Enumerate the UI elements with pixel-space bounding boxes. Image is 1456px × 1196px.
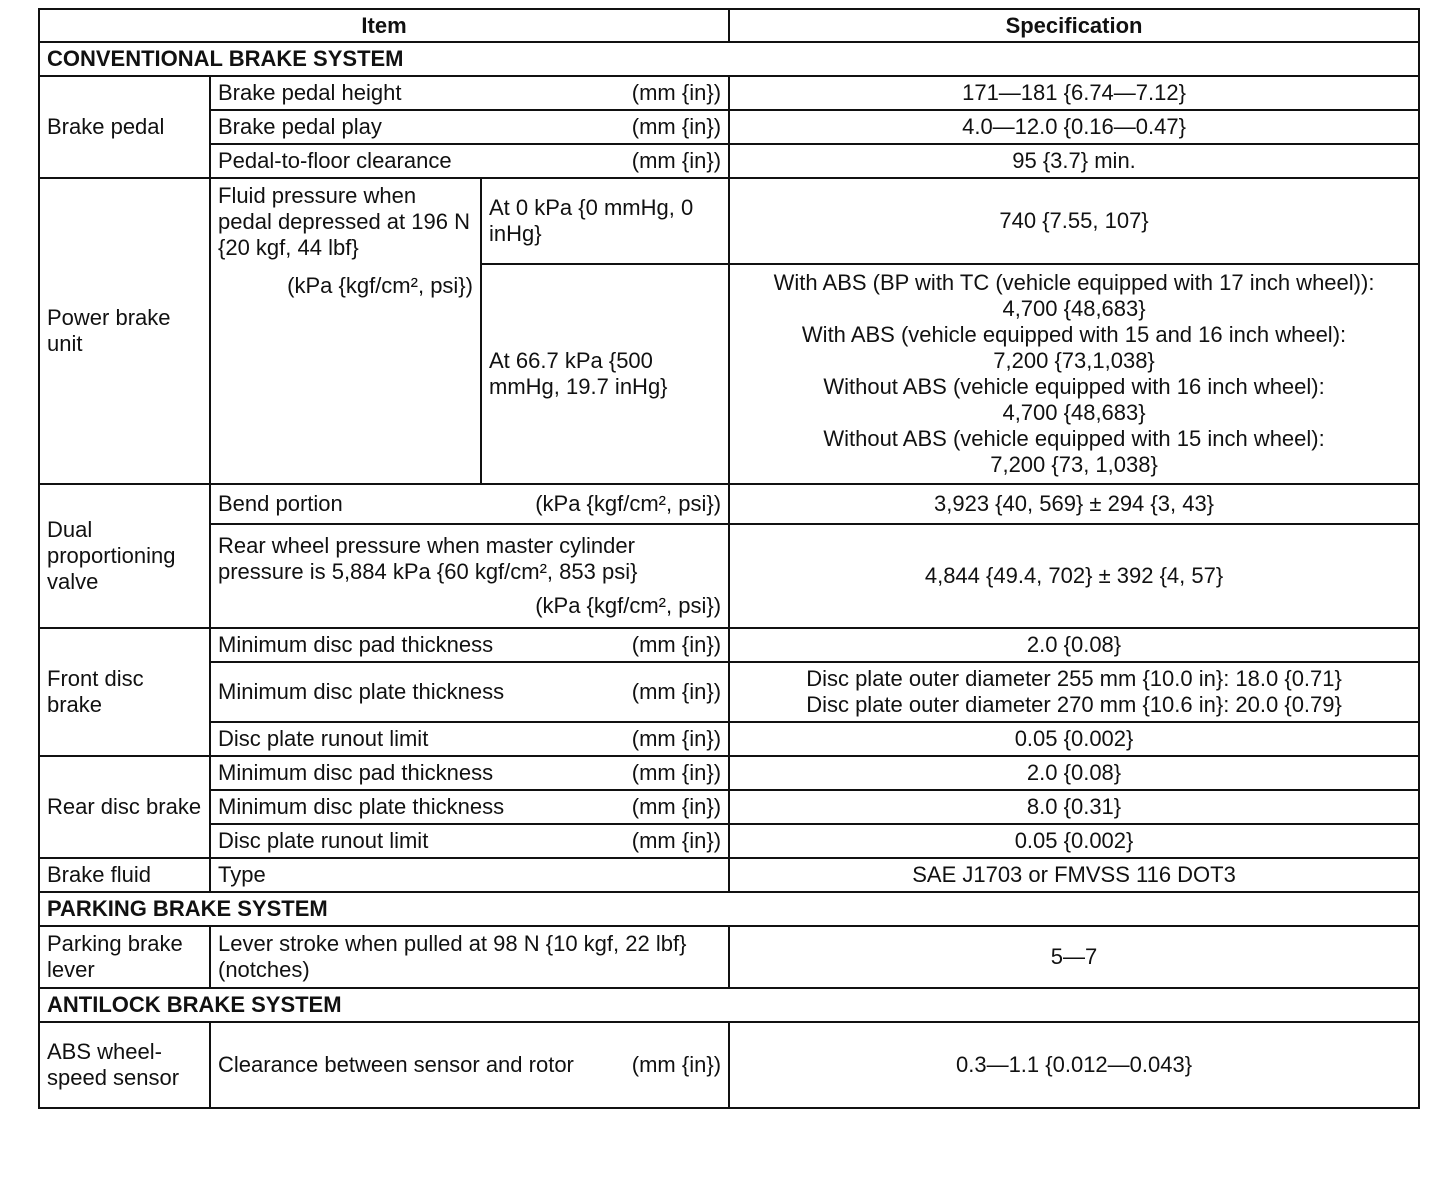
item-cell [210, 144, 729, 178]
item-label: Disc plate runout limit [218, 828, 429, 853]
item-label: Minimum disc plate thickness [218, 794, 505, 819]
spec-value: 0.05 {0.002} [729, 722, 1419, 756]
header-specification: Specification [729, 9, 1419, 42]
unit-label: (mm {in}) [631, 679, 722, 704]
table-row [39, 144, 1419, 178]
item-cell [210, 178, 481, 484]
spec-line: 4,700 {48,683} [1002, 400, 1146, 425]
group-label-brake-fluid: Brake fluid [39, 858, 210, 892]
table-row [39, 824, 1419, 858]
group-label-parking-lever: Parking brake lever [39, 926, 210, 988]
spec-value: 5—7 [729, 926, 1419, 988]
group-label-front-disc: Front disc brake [39, 628, 210, 756]
table-row [39, 790, 1419, 824]
unit-label: (kPa {kgf/cm², psi}) [535, 491, 722, 516]
spec-value: 2.0 {0.08} [729, 628, 1419, 662]
item-cell [210, 628, 729, 662]
item-label: Disc plate runout limit [218, 726, 429, 751]
section-row [39, 42, 1419, 76]
spec-value: 740 {7.55, 107} [729, 178, 1419, 264]
spec-value-multi [729, 662, 1419, 722]
table-row [39, 110, 1419, 144]
table-row [39, 662, 1419, 722]
table-row [39, 178, 1419, 264]
table-row [39, 722, 1419, 756]
item-label: Minimum disc pad thickness [218, 632, 494, 657]
condition-cell: At 0 kPa {0 mmHg, 0 inHg} [481, 178, 729, 264]
table-row [39, 628, 1419, 662]
table-row [39, 926, 1419, 988]
item-cell [210, 110, 729, 144]
table-header-row [39, 9, 1419, 42]
unit-label: (mm {in}) [631, 760, 722, 785]
group-label-dual-valve: Dual proportioning valve [39, 484, 210, 628]
section-row [39, 988, 1419, 1022]
brake-specification-table [38, 8, 1420, 1109]
item-cell [210, 1022, 729, 1108]
header-item: Item [39, 9, 729, 42]
spec-line: 4,700 {48,683} [1002, 296, 1146, 321]
item-label: Brake pedal height [218, 80, 402, 105]
spec-line: With ABS (BP with TC (vehicle equipped with 17 inch wheel)): [773, 270, 1375, 295]
spec-line: With ABS (vehicle equipped with 15 and 16 inch wheel): [801, 322, 1347, 347]
group-label-brake-pedal: Brake pedal [39, 76, 210, 178]
spec-line: Disc plate outer diameter 270 mm {10.6 in}: 20.0 {0.79} [806, 692, 1342, 717]
item-cell [210, 790, 729, 824]
item-label: Rear wheel pressure when master cylinder pressure is 5,884 kPa {60 kgf/cm², 853 psi} [218, 533, 638, 584]
unit-label: (mm {in}) [631, 794, 722, 819]
section-parking-brake: PARKING BRAKE SYSTEM [39, 892, 1419, 926]
unit-label: (mm {in}) [631, 80, 722, 105]
group-label-rear-disc: Rear disc brake [39, 756, 210, 858]
item-cell [210, 662, 729, 722]
spec-value: 4.0—12.0 {0.16—0.47} [729, 110, 1419, 144]
spec-line: 7,200 {73, 1,038} [990, 452, 1158, 477]
unit-label: (mm {in}) [631, 1052, 722, 1077]
spec-value: 171—181 {6.74—7.12} [729, 76, 1419, 110]
spec-value: 95 {3.7} min. [729, 144, 1419, 178]
item-cell [210, 524, 729, 628]
group-label-power-brake: Power brake unit [39, 178, 210, 484]
item-label: Lever stroke when pulled at 98 N {10 kgf, 22 lbf} (notches) [210, 926, 729, 988]
section-antilock-brake: ANTILOCK BRAKE SYSTEM [39, 988, 1419, 1022]
item-cell [210, 756, 729, 790]
item-cell [210, 824, 729, 858]
item-cell [210, 722, 729, 756]
unit-label: (mm {in}) [631, 726, 722, 751]
spec-value: 0.3—1.1 {0.012—0.043} [729, 1022, 1419, 1108]
spec-value: 4,844 {49.4, 702} ± 392 {4, 57} [729, 524, 1419, 628]
spec-value: 8.0 {0.31} [729, 790, 1419, 824]
table-row [39, 1022, 1419, 1108]
unit-label: (mm {in}) [631, 828, 722, 853]
item-label: Minimum disc plate thickness [218, 679, 505, 704]
item-cell [210, 484, 729, 524]
table-row [39, 756, 1419, 790]
spec-line: 7,200 {73,1,038} [993, 348, 1155, 373]
section-row [39, 892, 1419, 926]
item-label: Brake pedal play [218, 114, 382, 139]
table-row [39, 76, 1419, 110]
spec-value: 3,923 {40, 569} ± 294 {3, 43} [729, 484, 1419, 524]
item-label: Type [210, 858, 729, 892]
condition-cell: At 66.7 kPa {500 mmHg, 19.7 inHg} [481, 264, 729, 484]
spec-line: Without ABS (vehicle equipped with 16 inch wheel): [823, 374, 1325, 399]
unit-label: (kPa {kgf/cm², psi}) [287, 273, 473, 298]
spec-line: Disc plate outer diameter 255 mm {10.0 in}: 18.0 {0.71} [806, 666, 1342, 691]
item-cell [210, 76, 729, 110]
unit-label: (kPa {kgf/cm², psi}) [535, 593, 722, 618]
table-row [39, 858, 1419, 892]
spec-value: 0.05 {0.002} [729, 824, 1419, 858]
group-label-abs-sensor: ABS wheel-speed sensor [39, 1022, 210, 1108]
spec-value: SAE J1703 or FMVSS 116 DOT3 [729, 858, 1419, 892]
table-row [39, 524, 1419, 628]
spec-line: Without ABS (vehicle equipped with 15 inch wheel): [823, 426, 1325, 451]
item-label: Bend portion [218, 491, 343, 516]
item-label: Fluid pressure when pedal depressed at 196 N {20 kgf, 44 lbf} [218, 183, 470, 260]
item-label: Pedal-to-floor clearance [218, 148, 452, 173]
unit-label: (mm {in}) [631, 632, 722, 657]
unit-label: (mm {in}) [631, 114, 722, 139]
table-row [39, 484, 1419, 524]
spec-value: 2.0 {0.08} [729, 756, 1419, 790]
item-label: Clearance between sensor and rotor [218, 1052, 574, 1077]
item-label: Minimum disc pad thickness [218, 760, 494, 785]
section-conventional-brake: CONVENTIONAL BRAKE SYSTEM [39, 42, 1419, 76]
unit-label: (mm {in}) [631, 148, 722, 173]
spec-value-multi [729, 264, 1419, 484]
